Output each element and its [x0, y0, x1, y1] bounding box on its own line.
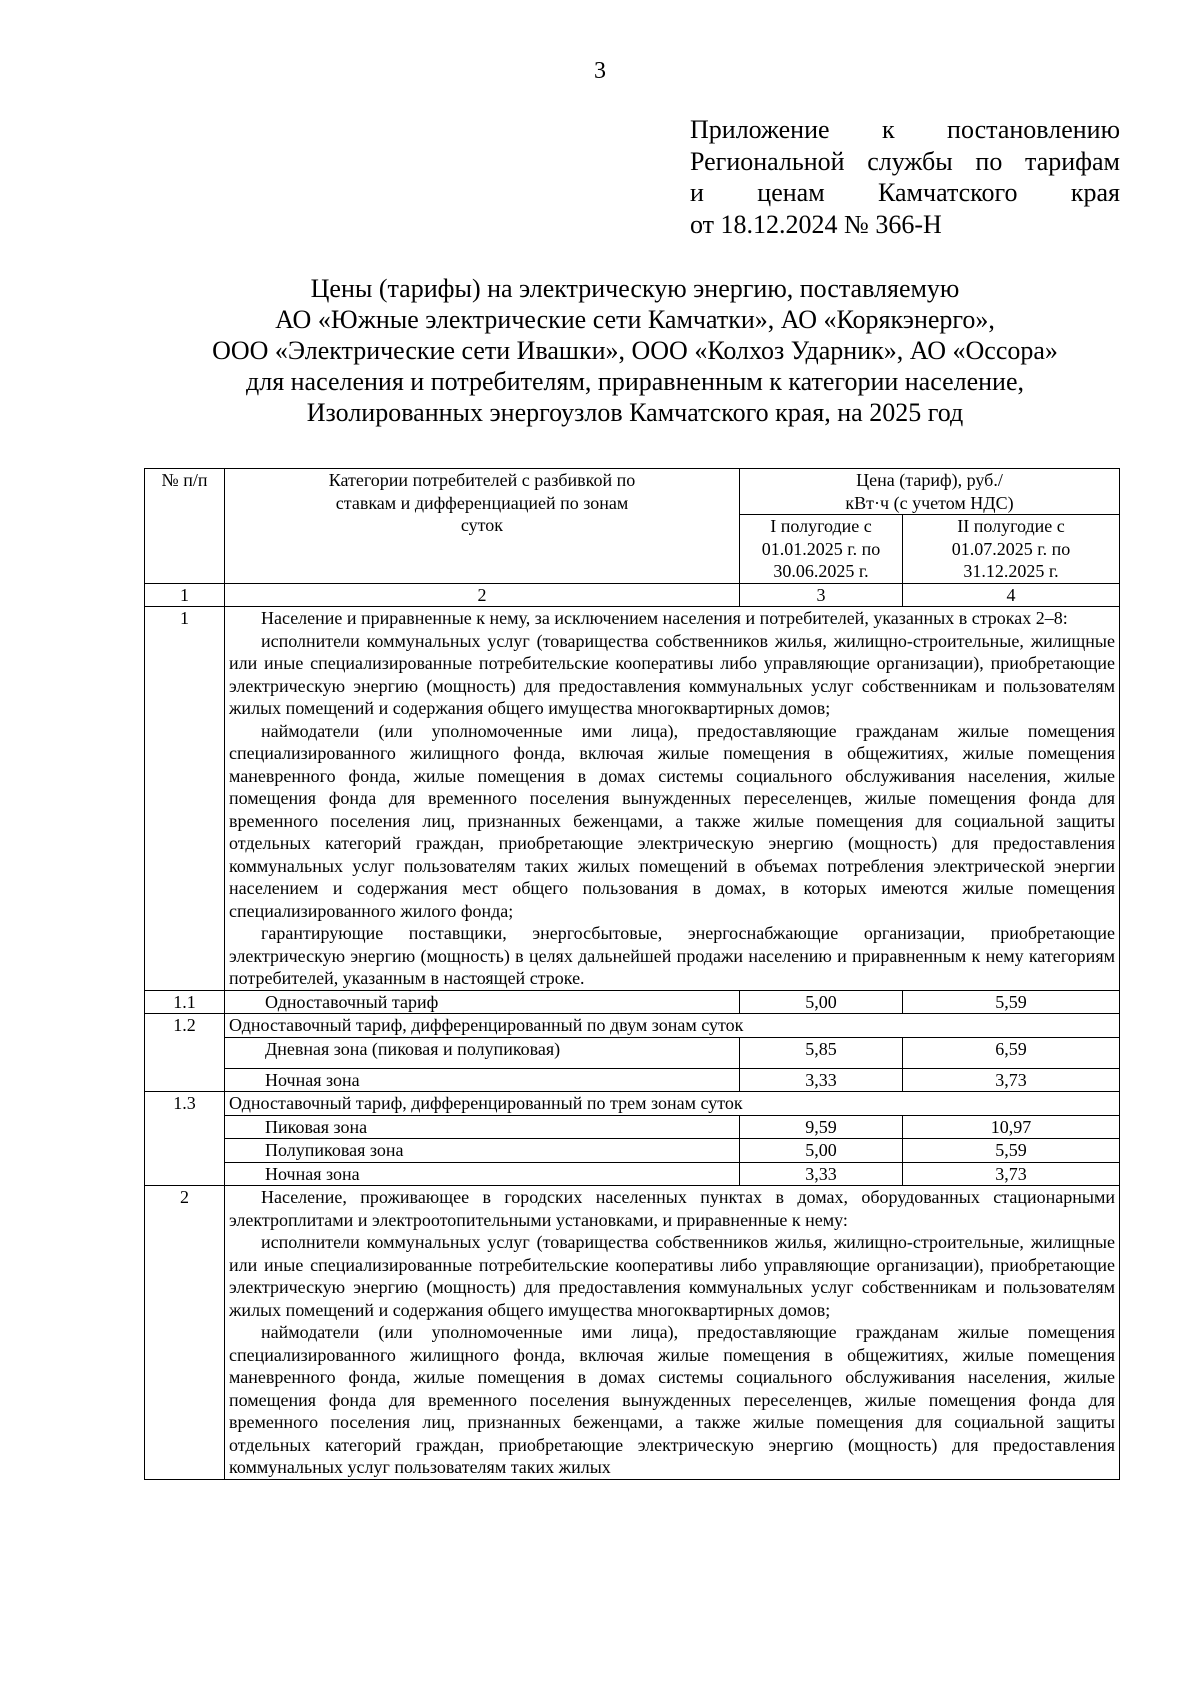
header-num: № п/п — [145, 469, 225, 584]
table-row — [145, 1068, 1120, 1092]
column-number-row — [145, 583, 1120, 607]
column-number: 1 — [145, 583, 225, 607]
table-row — [145, 1115, 1120, 1139]
category-description — [225, 1186, 1120, 1480]
tariff-table — [144, 468, 1120, 1480]
category-paragraph: наймодатели (или уполномоченные ими лица), предоставляющие гражданам жилые помещения специализированного жилищного фонда, включая жилые помещения в общежитиях, жилые помещения маневренного фонда, жилые помещения в домах системы социального обслуживания населения, жилые помещения фонда для временного поселения вынужденных переселенцев, жилые помещения фонда для временного поселения лиц, признанных беженцами, а также жилые помещения для социальной защиты отдельных категорий граждан, приобретающие электрическую энергию (мощность) для предоставления коммунальных услуг пользователям таких жилых — [229, 1322, 1115, 1477]
tariff-label: Одноставочный тариф, дифференцированный по двум зонам суток — [225, 1014, 1120, 1038]
header-category: Категории потребителей с разбивкой по ставкам и дифференциацией по зонам суток — [225, 469, 740, 584]
appendix-line: Региональной службы по тарифам — [690, 146, 1120, 176]
price-h1: 3,33 — [740, 1068, 903, 1092]
zone-label: Ночная зона — [225, 1162, 740, 1186]
zone-label: Ночная зона — [225, 1068, 740, 1092]
price-h2: 10,97 — [903, 1115, 1120, 1139]
category-paragraph: Население, проживающее в городских населенных пунктах в домах, оборудованных стационарными электроплитами и электроотопительными установками, и приравненные к нему: — [229, 1187, 1115, 1230]
row-number: 1 — [145, 607, 225, 991]
zone-label: Пиковая зона — [225, 1115, 740, 1139]
title-line: ООО «Электрические сети Ивашки», ООО «Колхоз Ударник», АО «Оссора» — [212, 336, 1058, 365]
price-h2: 6,59 — [903, 1037, 1120, 1068]
price-h1: 3,33 — [740, 1162, 903, 1186]
appendix-header — [690, 114, 1120, 240]
header-half-1: I полугодие с 01.01.2025 г. по 30.06.2025 г. — [740, 515, 903, 584]
column-number: 2 — [225, 583, 740, 607]
table-row — [145, 1014, 1120, 1038]
document-title — [0, 273, 1200, 428]
table-row — [145, 1037, 1120, 1068]
price-h1: 9,59 — [740, 1115, 903, 1139]
appendix-line: от 18.12.2024 № 366-Н — [690, 209, 942, 239]
tariff-label: Одноставочный тариф — [225, 990, 740, 1014]
title-line: Изолированных энергоузлов Камчатского края, на 2025 год — [306, 398, 964, 427]
table-row — [145, 1186, 1120, 1480]
category-paragraph: наймодатели (или уполномоченные ими лица), предоставляющие гражданам жилые помещения специализированного жилищного фонда, включая жилые помещения в общежитиях, жилые помещения маневренного фонда, жилые помещения в домах системы социального обслуживания населения, жилые помещения фонда для временного поселения вынужденных переселенцев, жилые помещения фонда для временного поселения лиц, признанных беженцами, а также жилые помещения для социальной защиты отдельных категорий граждан, приобретающие электрическую энергию (мощность) для предоставления коммунальных услуг пользователям таких жилых помещений в объемах потребления электрической энергии населением и содержания мест общего пользования в домах, в которых имеются жилые помещения специализированного жилого фонда; — [229, 720, 1115, 921]
page-number: 3 — [594, 58, 606, 84]
tariff-label: Одноставочный тариф, дифференцированный по трем зонам суток — [225, 1092, 1120, 1116]
appendix-line: и ценам Камчатского края — [690, 178, 1120, 207]
category-paragraph: исполнители коммунальных услуг (товарищества собственников жилья, жилищно-строительные, жилищные или иные специализированные потребительские кооперативы либо управляющие организации), приобретающие электрическую энергию (мощность) для предоставления коммунальных услуг собственникам и пользователям жилых помещений и содержания общего имущества многоквартирных домов; — [229, 1232, 1115, 1320]
table-row — [145, 1139, 1120, 1163]
appendix-line: Приложение к постановлению — [690, 115, 1120, 144]
table-row — [145, 1162, 1120, 1186]
zone-label: Полупиковая зона — [225, 1139, 740, 1163]
title-line: АО «Южные электрические сети Камчатки», АО «Корякэнерго», — [275, 305, 995, 334]
table-row — [145, 1092, 1120, 1116]
category-description — [225, 607, 1120, 991]
category-paragraph: гарантирующие поставщики, энергосбытовые, энергоснабжающие организации, приобретающие электрическую энергию (мощность) в целях дальнейшей продажи населению и приравненным к нему категориям потребителей, указанным в настоящей строке. — [229, 923, 1115, 988]
column-number: 3 — [740, 583, 903, 607]
table-header-row — [145, 469, 1120, 515]
header-half-2: II полугодие с 01.07.2025 г. по 31.12.2025 г. — [903, 515, 1120, 584]
price-h1: 5,85 — [740, 1037, 903, 1068]
title-line: для населения и потребителям, приравненным к категории население, — [245, 367, 1025, 396]
zone-label: Дневная зона (пиковая и полупиковая) — [225, 1037, 740, 1068]
table-row — [145, 990, 1120, 1014]
title-line: Цены (тарифы) на электрическую энергию, поставляемую — [310, 274, 960, 303]
row-number: 1.1 — [145, 990, 225, 1014]
price-h2: 5,59 — [903, 990, 1120, 1014]
table-row — [145, 607, 1120, 991]
row-number: 1.2 — [145, 1014, 225, 1092]
header-price: Цена (тариф), руб./кВт·ч (с учетом НДС) — [740, 469, 1120, 515]
price-h1: 5,00 — [740, 1139, 903, 1163]
row-number: 2 — [145, 1186, 225, 1480]
price-h2: 3,73 — [903, 1068, 1120, 1092]
category-paragraph: исполнители коммунальных услуг (товарищества собственников жилья, жилищно-строительные, жилищные или иные специализированные потребительские кооперативы либо управляющие организации), приобретающие электрическую энергию (мощность) для предоставления коммунальных услуг собственникам и пользователям жилых помещений и содержания общего имущества многоквартирных домов; — [229, 630, 1115, 718]
row-number: 1.3 — [145, 1092, 225, 1186]
price-h1: 5,00 — [740, 990, 903, 1014]
price-h2: 3,73 — [903, 1162, 1120, 1186]
category-paragraph: Население и приравненные к нему, за исключением населения и потребителей, указанных в строках 2–8: — [261, 608, 1068, 628]
price-h2: 5,59 — [903, 1139, 1120, 1163]
column-number: 4 — [903, 583, 1120, 607]
